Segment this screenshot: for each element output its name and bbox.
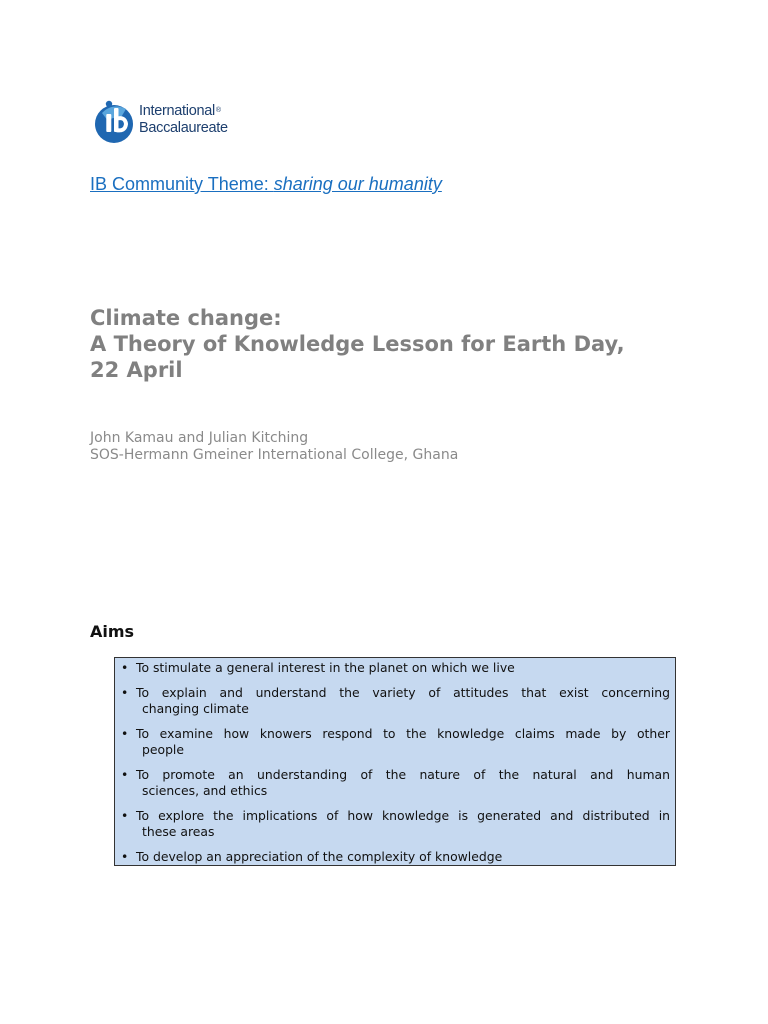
- title-line-3: 22 April: [90, 358, 183, 382]
- ib-logo-icon: [94, 99, 136, 145]
- aim-item: • To stimulate a general interest in the planet on which we live: [120, 660, 670, 676]
- aim-item: • To explain and understand the variety of attitudes that exist concerning changing climate: [120, 685, 670, 717]
- community-theme-prefix: IB Community Theme:: [90, 174, 274, 194]
- author-names: John Kamau and Julian Kitching: [90, 430, 309, 446]
- document-title: [90, 305, 625, 383]
- title-line-2: A Theory of Knowledge Lesson for Earth Day,: [90, 332, 625, 356]
- aim-item: • To develop an appreciation of the complexity of knowledge: [120, 849, 670, 865]
- community-theme-link[interactable]: [90, 174, 442, 195]
- aims-list: [120, 660, 670, 865]
- ib-logo: [94, 99, 234, 145]
- author-institution: SOS-Hermann Gmeiner International College, Ghana: [90, 447, 459, 463]
- aim-item: • To explore the implications of how knowledge is generated and distributed in these areas: [120, 808, 670, 840]
- aims-heading: Aims: [90, 622, 135, 641]
- community-theme-emphasis: sharing our humanity: [273, 174, 442, 194]
- ib-logo-wordmark: International® Baccalaureate: [139, 103, 228, 136]
- authors-block: [90, 430, 458, 464]
- aim-item: • To examine how knowers respond to the knowledge claims made by other people: [120, 726, 670, 758]
- aim-item: • To promote an understanding of the nature of the natural and human sciences, and ethics: [120, 767, 670, 799]
- title-line-1: Climate change:: [90, 306, 282, 330]
- aims-box: [114, 657, 676, 866]
